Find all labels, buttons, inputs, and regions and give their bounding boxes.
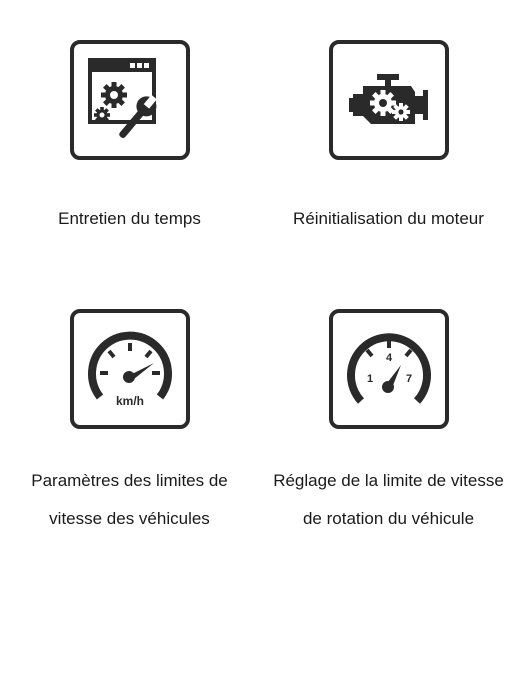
tile-rpm-limit[interactable] [259,309,518,538]
engine-icon[interactable] [329,40,449,160]
tile-engine-reset[interactable] [259,40,518,238]
tile-label: Paramètres des limites de vitesse des véhicules [31,471,228,528]
tile-label: Entretien du temps [58,209,201,228]
tile-speed-limit[interactable] [0,309,259,538]
speedometer-icon[interactable] [70,309,190,429]
tile-label: Réglage de la limite de vitesse de rotation du véhicule [273,471,504,528]
tachometer-icon[interactable] [329,309,449,429]
tile-label: Réinitialisation du moteur [293,209,484,228]
tick-label: 1 [366,373,373,385]
tick-label: 7 [405,373,412,385]
tile-maintenance-schedule[interactable] [0,40,259,238]
speed-unit-label: km/h [115,394,144,408]
maintenance-schedule-icon[interactable] [70,40,190,160]
tick-label: 4 [385,352,392,364]
